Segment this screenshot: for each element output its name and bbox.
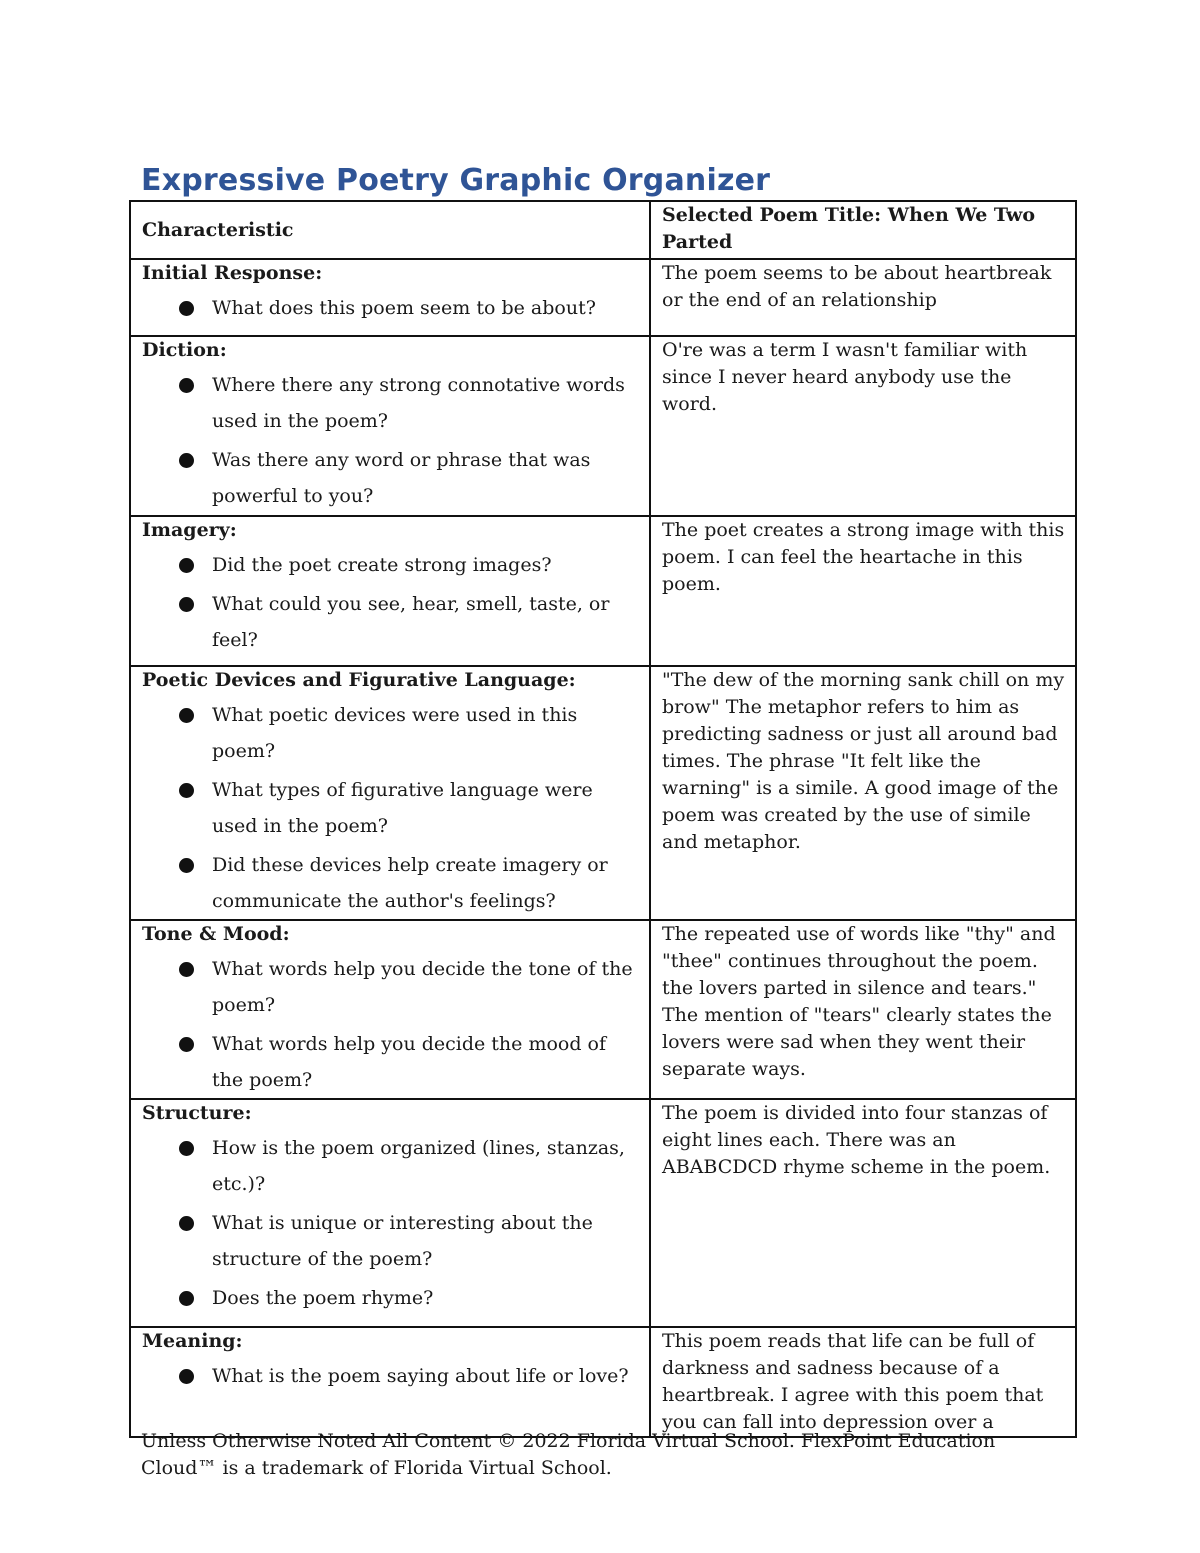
question-item: What words help you decide the mood of the poem? <box>142 1026 639 1098</box>
row-label: Meaning: <box>142 1330 243 1352</box>
question-item: What words help you decide the tone of the poem? <box>142 951 639 1023</box>
row-tone-mood <box>130 920 1076 1099</box>
question-item: What is unique or interesting about the structure of the poem? <box>142 1205 639 1277</box>
answer-cell: The poet creates a strong image with this poem. I can feel the heartache in this poem. <box>650 516 1076 666</box>
answer-cell: "The dew of the morning sank chill on my brow" The metaphor refers to him as predicting sadness or just all around bad times. The phrase "It felt like the warning" is a simile. A good image of the poem was created by the use of simile and metaphor. <box>650 666 1076 920</box>
question-item: What poetic devices were used in this poem? <box>142 697 639 769</box>
bullet-icon <box>179 558 194 573</box>
row-initial-response <box>130 259 1076 336</box>
row-label: Diction: <box>142 339 227 361</box>
bullet-icon <box>179 962 194 977</box>
bullet-icon <box>179 708 194 723</box>
bullet-icon <box>179 597 194 612</box>
answer-cell: The repeated use of words like "thy" and "thee" continues throughout the poem. the lovers parted in silence and tears." The mention of "tears" clearly states the lovers were sad when they went their separate ways. <box>650 920 1076 1099</box>
bullet-icon <box>179 1369 194 1384</box>
question-item: Does the poem rhyme? <box>142 1280 639 1316</box>
copyright-footer: Unless Otherwise Noted All Content © 2022 Florida Virtual School. FlexPoint Education Cloud™ is a trademark of Florida Virtual School. <box>141 1430 996 1479</box>
row-label: Structure: <box>142 1102 252 1124</box>
bullet-icon <box>179 453 194 468</box>
row-label: Tone & Mood: <box>142 923 290 945</box>
bullet-icon <box>179 1216 194 1231</box>
page-title: Expressive Poetry Graphic Organizer <box>141 163 771 198</box>
question-item: What types of figurative language were used in the poem? <box>142 772 639 844</box>
question-item: What could you see, hear, smell, taste, or feel? <box>142 586 639 658</box>
bullet-icon <box>179 858 194 873</box>
header-characteristic: Characteristic <box>130 201 650 259</box>
bullet-icon <box>179 1037 194 1052</box>
bullet-icon <box>179 1291 194 1306</box>
row-label: Poetic Devices and Figurative Language: <box>142 669 576 691</box>
row-poetic-devices <box>130 666 1076 920</box>
answer-cell: O're was a term I wasn't familiar with since I never heard anybody use the word. <box>650 336 1076 516</box>
answer-cell: The poem seems to be about heartbreak or the end of an relationship <box>650 259 1076 336</box>
answer-cell: The poem is divided into four stanzas of eight lines each. There was an ABABCDCD rhyme scheme in the poem. <box>650 1099 1076 1327</box>
answer-cell: This poem reads that life can be full of darkness and sadness because of a heartbreak. I agree with this poem that you can fall into depression over a <box>650 1327 1076 1437</box>
row-meaning <box>130 1327 1076 1437</box>
question-item: How is the poem organized (lines, stanzas, etc.)? <box>142 1130 639 1202</box>
row-diction <box>130 336 1076 516</box>
bullet-icon <box>179 1141 194 1156</box>
row-structure <box>130 1099 1076 1327</box>
row-label: Initial Response: <box>142 262 323 284</box>
header-poem-title: Selected Poem Title: When We Two Parted <box>650 201 1076 259</box>
question-item: What is the poem saying about life or love? <box>142 1358 639 1394</box>
bullet-icon <box>179 783 194 798</box>
question-item: Was there any word or phrase that was powerful to you? <box>142 442 639 514</box>
bullet-icon <box>179 378 194 393</box>
row-label: Imagery: <box>142 519 237 541</box>
question-item: Did these devices help create imagery or communicate the author's feelings? <box>142 847 639 919</box>
question-item: Did the poet create strong images? <box>142 547 639 583</box>
bullet-icon <box>179 301 194 316</box>
row-imagery <box>130 516 1076 666</box>
question-item: What does this poem seem to be about? <box>142 290 639 326</box>
header-row <box>130 201 1076 259</box>
organizer-table <box>129 200 1077 1438</box>
question-item: Where there any strong connotative words used in the poem? <box>142 367 639 439</box>
